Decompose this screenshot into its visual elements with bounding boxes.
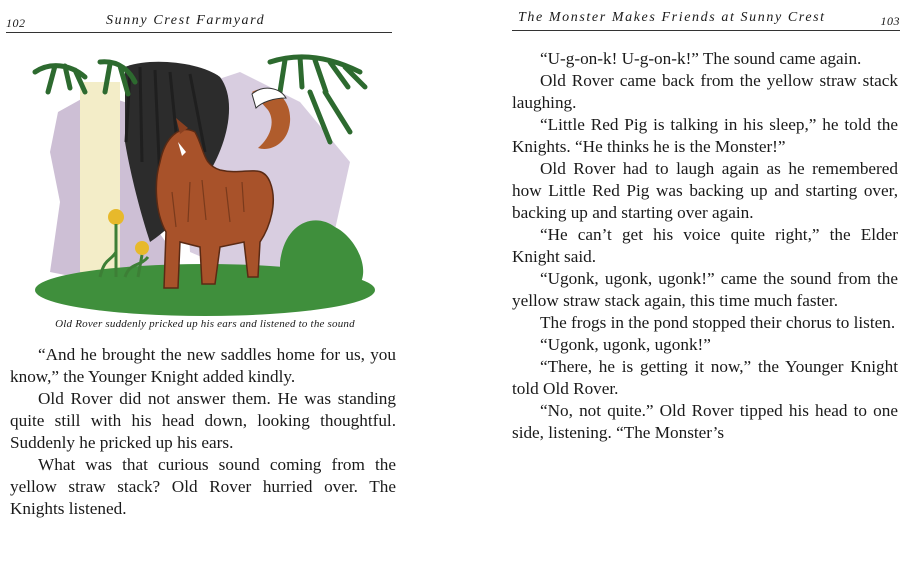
left-body-text xyxy=(10,344,396,520)
paragraph: “He can’t get his voice quite right,” the Elder Knight said. xyxy=(512,225,898,266)
paragraph: Old Rover did not answer them. He was standing quite still with his head down, looking thoughtful. Suddenly he pricked up his ears. xyxy=(10,389,396,452)
dandelion-flower xyxy=(108,209,124,225)
running-head xyxy=(512,2,900,31)
right-body-text xyxy=(512,48,898,444)
paragraph: “U-g-on-k! U-g-on-k!” The sound came again. xyxy=(540,49,862,68)
running-head-title: The Monster Makes Friends at Sunny Crest xyxy=(518,10,826,25)
paragraph: “Little Red Pig is talking in his sleep,” he told the Knights. “He thinks he is the Monster!” xyxy=(512,115,898,156)
paragraph: “Ugonk, ugonk, ugonk!” xyxy=(540,335,711,354)
page-number: 102 xyxy=(6,16,26,30)
paragraph: Old Rover had to laugh again as he remembered how Little Red Pig was backing up and starting over, backing up and starting over again. xyxy=(512,159,898,222)
page-number: 103 xyxy=(880,14,900,28)
running-head xyxy=(6,4,392,33)
paragraph: “And he brought the new saddles home for us, you know,” the Younger Knight added kindly. xyxy=(10,345,396,386)
left-page xyxy=(0,0,410,569)
paragraph: “No, not quite.” Old Rover tipped his head to one side, listening. “The Monster’s xyxy=(512,401,898,442)
illustration-caption: Old Rover suddenly pricked up his ears and listened to the sound xyxy=(55,318,355,330)
paragraph: “Ugonk, ugonk, ugonk!” came the sound from the yellow straw stack again, this time much faster. xyxy=(512,269,898,310)
paragraph: “There, he is getting it now,” the Younger Knight told Old Rover. xyxy=(512,357,898,398)
dog-illustration xyxy=(30,52,376,318)
paragraph: The frogs in the pond stopped their chorus to listen. xyxy=(540,313,896,332)
right-page xyxy=(498,0,904,569)
dandelion-flower xyxy=(135,241,149,255)
paragraph: Old Rover came back from the yellow straw stack laughing. xyxy=(512,71,898,112)
running-head-title: Sunny Crest Farmyard xyxy=(106,13,266,28)
tree-trunk xyxy=(80,82,120,272)
paragraph: What was that curious sound coming from the yellow straw stack? Old Rover hurried over. The Knights listened. xyxy=(10,455,396,518)
